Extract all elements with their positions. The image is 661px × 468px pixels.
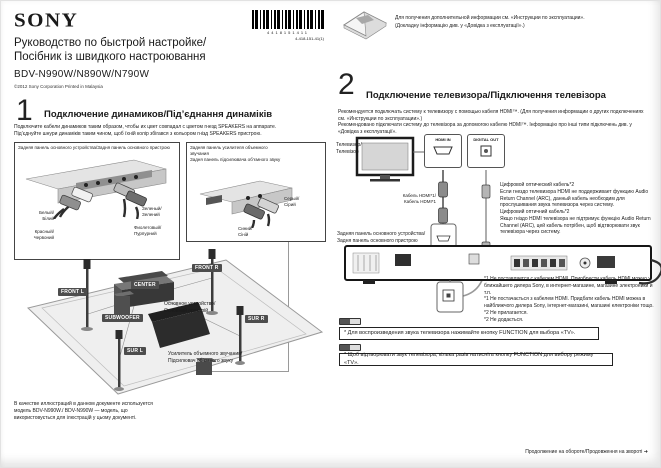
step2-number: 2 (338, 68, 355, 101)
tv-label: Телевизор/ Телевізор (336, 142, 362, 155)
manual-booklet-icon (342, 10, 388, 40)
step1-intro-ru: Подключите кабели динамиков таким образом, чтобы их цвет совпадал с цветом гнезд SPEAKERS на аппарате. (14, 124, 277, 130)
footnote-2-ua: *2 Не додається. (484, 316, 524, 323)
amp-panel-title: Задняя панель усилителя объемного звучания Задня панель підсилювача об’ємного звуку (190, 145, 281, 162)
speaker-tag-front-l: FRONT L (58, 288, 87, 296)
step1-number: 1 (16, 94, 33, 127)
label-speaker-blue: Синий/ Сіній (238, 226, 253, 237)
footnote-2-ru: *2 Не прилагается. (484, 309, 528, 316)
main-panel-title: Задняя панель основного устройства/Задня панель основного пристрою (18, 145, 170, 150)
barcode-part-number: 4-418-151-41(1) (295, 36, 324, 41)
note-tag-icon (339, 318, 361, 325)
speaker-tag-subwoofer: SUBWOOFER (102, 314, 143, 322)
copyright-line: ©2012 Sony Corporation Printed in Malaysia (14, 84, 103, 89)
surround-amp-label: Усилитель объемного звучания/ Підсилювач об’ємного звуку (168, 351, 243, 364)
footnote-1-ru: *1 Не поставляется с кабелем HDMI. Приобрести кабель HDMI можно у ближайшего дилера Sony, в интернет-магазине, магазине электроники и т.п. (484, 276, 653, 296)
manual-note-ru: Для получения дополнительной информации см. «Инструкции по эксплуатации». (395, 15, 585, 21)
step2-intro-ru: Рекомендуется подключать систему к телевизору с помощью кабеля HDMI™. (Для получения информации о других подключениях см. «Инструкции по эксплуатации».) (338, 109, 644, 122)
optical-port-icon (468, 145, 504, 159)
footnotes (484, 276, 658, 323)
speaker-tag-sur-l: SUR L (124, 347, 146, 355)
continued-arrow-icon: ➜ (643, 449, 648, 455)
digital-out-jack-label: DIGITAL OUT (473, 137, 499, 142)
label-speaker-white: Белый/ Білий (39, 210, 54, 221)
hdmi-cable-label: Кабель HDMI*1/ Кабель HDMI*1 (402, 193, 436, 204)
step1-title: Подключение динамиков/Під’єднання динаміків (44, 109, 273, 120)
label-speaker-red: Красный/ Червоний (33, 229, 54, 240)
tv-digital-out-jack-box (467, 134, 505, 168)
rear-panel-label: Задняя панель основного устройства/ Задня панель основного пристрою (337, 231, 426, 244)
tv-hdmi-in-jack-box (424, 134, 462, 168)
doc-title-ua: Посібник із швидкого настроювання (14, 51, 206, 63)
manual-note-ua: (Докладну інформацію див. у «Довідка з експлуатації».) (395, 23, 525, 29)
model-illustration-note: В качестве иллюстраций в данном документе используется модель BDV-N990W./ BDV-N990W — модель, що використовується для ілюстрацій у цьому документі. (14, 401, 153, 421)
model-number: BDV-N990W/N890W/N790W (14, 69, 150, 80)
tip-text-ru: * Для воспроизведения звука телевизора нажимайте кнопку FUNCTION для выбора «TV». (344, 329, 576, 336)
speaker-tag-sur-r: SUR R (245, 315, 268, 323)
speaker-tag-front-r: FRONT R (192, 264, 222, 272)
tip-text-ua: * Щоб відтворювати звук телевізора, кілька разів натисніть кнопку FUNCTION для вибору режиму «TV». (344, 352, 594, 366)
step2-intro-ua: Рекомендовано підключати систему до телевізора за допомогою кабелю HDMI™. Інформацію про інші типи підключень див. у «Довідка з експлуатації». (338, 122, 632, 135)
speaker-tag-center: CENTER (131, 281, 159, 289)
continued-text: Продолжение на обороте/Продовження на звороті (525, 449, 643, 455)
label-speaker-purple: Фиолетовый/ Пурпурний (134, 225, 162, 236)
note-tag-icon (339, 344, 361, 351)
barcode (252, 10, 324, 29)
tip-box-ru (339, 327, 599, 340)
doc-title-ru: Руководство по быстрой настройке/ (14, 37, 207, 49)
optical-cable-note: Цифровой оптический кабель*2 Если гнездо телевизора HDMI не поддерживает функцию Audio Return Channel (ARC), данный кабель необходим для прослушивания звука телевизора через систему. Цифровий оптичний кабель*2 Якщо гніздо HDMI телевізора не підтримує функцію Audio Return Channel (ARC), цей кабель потрібен, щоб відтворювати звук телевізора через систему. (500, 182, 651, 236)
continued-footer (500, 449, 648, 456)
step2-title: Подключение телевизора/Підключення телевізора (366, 90, 606, 101)
hdmi-port-icon (425, 145, 461, 159)
step1-intro-ua: Під’єднуйте шнури динаміків таким чином, щоб їхній колір збігався з кольором гнізд SPEAKERS пристрою. (14, 131, 262, 137)
main-unit-label: Основное устройство/ Основний пристрій (164, 301, 216, 314)
label-speaker-green: Зеленый/ Зелений (142, 206, 162, 217)
sony-logo: SONY (14, 8, 79, 32)
label-speaker-gray: Серый/ Сірий (284, 196, 300, 207)
tip-box-ua (339, 353, 613, 366)
barcode-digits: 4418151411 (267, 30, 309, 35)
hdmi-in-jack-label: HDMI IN (435, 137, 451, 142)
footnote-1-ua: *1 Не постачається з кабелем HDMI. Придбати кабель HDMI можна в найближчого дилера Sony, інтернет-магазині, магазині електроніки тощо. (484, 296, 654, 309)
room-layout-illustration (14, 248, 332, 396)
